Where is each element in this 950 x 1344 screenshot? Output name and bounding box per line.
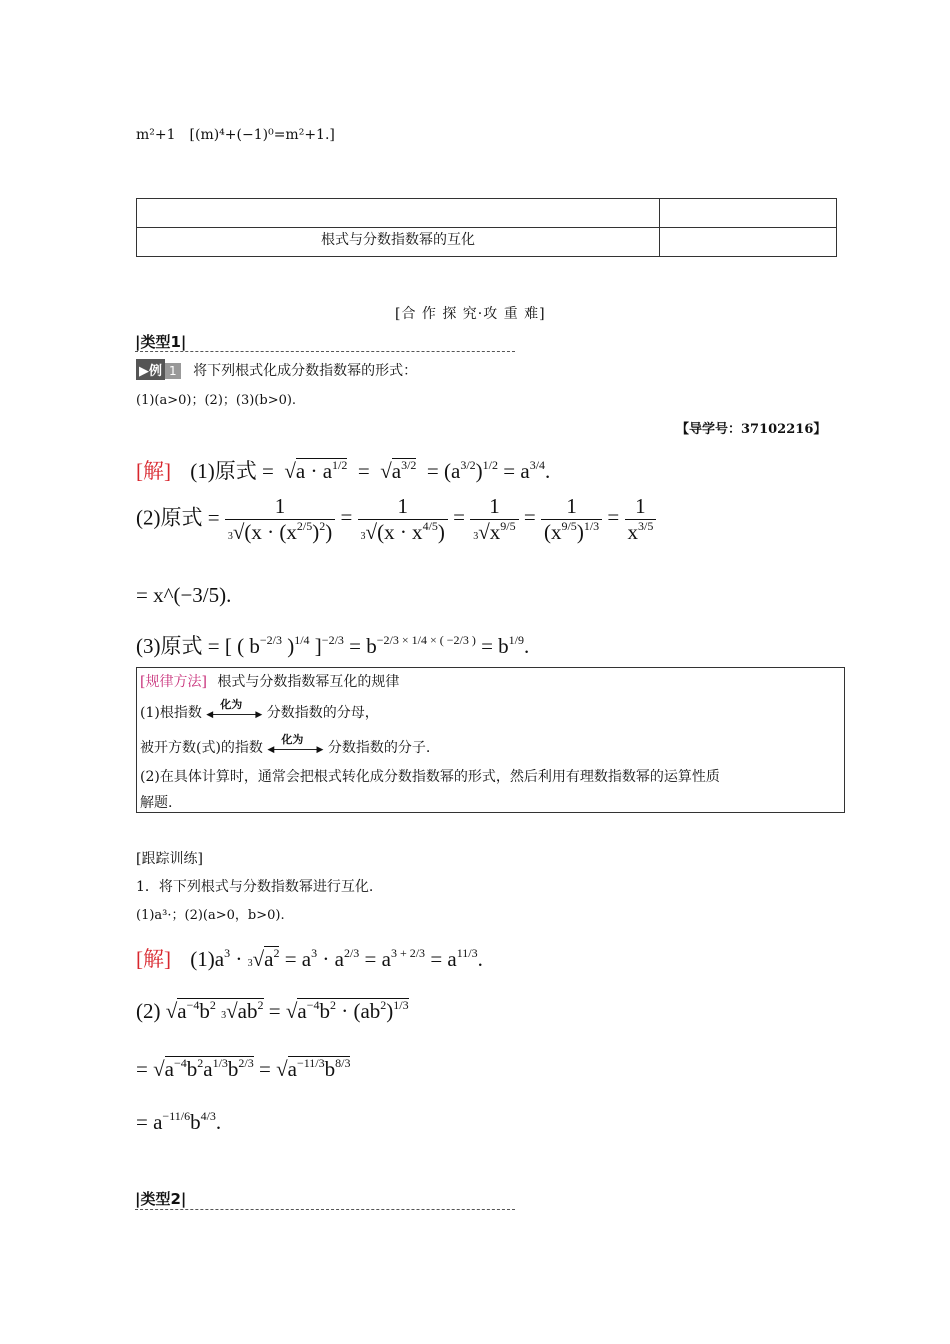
- solution-3-formula: [ ( $b^{-2/3}$ )$^{1/4}$ ]$^{-2/3} = b^{-2/3 \times 1/4 \times ( -2/3 )} = b^{1/9}$.: [224, 633, 530, 658]
- example-problem: 将下列根式化成分数指数幂的形式：: [193, 363, 418, 379]
- practice-heading: [跟踪训练]: [136, 851, 203, 867]
- example-parts: (1)(a>0)；(2)；(3)(b>0).: [136, 393, 297, 408]
- method-line-3: (2)在具体计算时，通常会把根式转化成分数指数幂的形式，然后利用有理数指数幂的运算性质: [140, 769, 720, 785]
- method-box: [136, 667, 845, 813]
- table-cell-topic: 根式与分数指数幂的互化: [321, 232, 475, 248]
- solution-1-lead: (1)原式 =: [190, 459, 274, 483]
- method-title-line: [140, 671, 399, 691]
- method-line-4: 解题.: [140, 795, 173, 811]
- type2-divider: [135, 1209, 515, 1210]
- practice-q1: 1．将下列根式与分数指数幂进行互化.: [136, 879, 374, 895]
- solution-tag: [解]: [136, 459, 171, 483]
- section-title: [合 作 探 究·攻 重 难]: [395, 306, 546, 322]
- double-arrow-icon: 化为 ◀ ▶: [206, 698, 263, 720]
- double-arrow-icon: 化为 ◀ ▶: [267, 733, 324, 755]
- practice-s1-lead: (1): [190, 947, 215, 971]
- practice-solution-tag: [解]: [136, 947, 171, 971]
- type2-heading: |类型2|: [135, 1190, 187, 1208]
- method-line-1: (1)根指数 化为 ◀ ▶ 分数指数的分母，: [140, 698, 379, 721]
- practice-q1-parts: (1)a³·；(2)(a>0，b>0).: [136, 908, 285, 923]
- solution-1: [136, 455, 550, 485]
- method-tag: [规律方法]: [140, 674, 207, 690]
- method-title: 根式与分数指数幂互化的规律: [217, 674, 400, 690]
- example-number: 1: [165, 363, 181, 379]
- solution-3-lead: (3)原式 =: [136, 634, 220, 658]
- solution-2: [136, 494, 656, 545]
- example-badge: ▶例: [136, 359, 165, 380]
- type1-heading: |类型1|: [135, 333, 187, 351]
- solution-2-result: = x^(−3/5).: [136, 583, 232, 607]
- practice-solution-2: (2) $√a^{-4}b^2$ $3√ab^2 = √a^{-4}b^2 \cdot (ab^2)^{1/3}$: [136, 998, 409, 1023]
- practice-solution-1: [解] $(1)a^3 \cdot 3√a^2 = a^3 \cdot a^{2/3} = a^{3 + 2/3} = a^{11/3}$.: [136, 946, 483, 971]
- solution-1-formula: $√a \cdot a^{1/2} = √a^{3/2} = (a^{3/2})^{1/2} = a^{3/4}$.: [279, 458, 551, 483]
- type1-divider: [135, 351, 515, 352]
- solution-2-formula: $\frac{1}{3√(x \cdot (x^{2/5})^2)}$ = $\frac{1}{3√(x \cdot x^{4/5})}$ = $\frac{1}{3√x^{9/5}}$ = $\frac{1}{(x^{9/5})^{1/3}}$ = $\frac{1}{x^{3/5}}$: [225, 505, 657, 529]
- practice-solution-2c: = $a^{-11/6}b^{4/3}$.: [136, 1109, 222, 1134]
- top-answer-line: m²+1 [(m)⁴+(−1)⁰=m²+1.]: [136, 127, 335, 143]
- practice-solution-2b: = $√a^{-4}b^2a^{1/3}b^{2/3} = √a^{-11/3}b^{8/3}$: [136, 1056, 351, 1081]
- solution-3: [136, 630, 529, 660]
- solution-2-lead: (2)原式 =: [136, 505, 220, 530]
- guide-number: 【导学号：37102216】: [676, 422, 827, 437]
- method-line-2: 被开方数(式)的指数 化为 ◀ ▶ 分数指数的分子.: [140, 733, 431, 756]
- header-table: [136, 198, 837, 257]
- example-1-line: [136, 359, 417, 380]
- practice-s2-lead: (2): [136, 999, 161, 1023]
